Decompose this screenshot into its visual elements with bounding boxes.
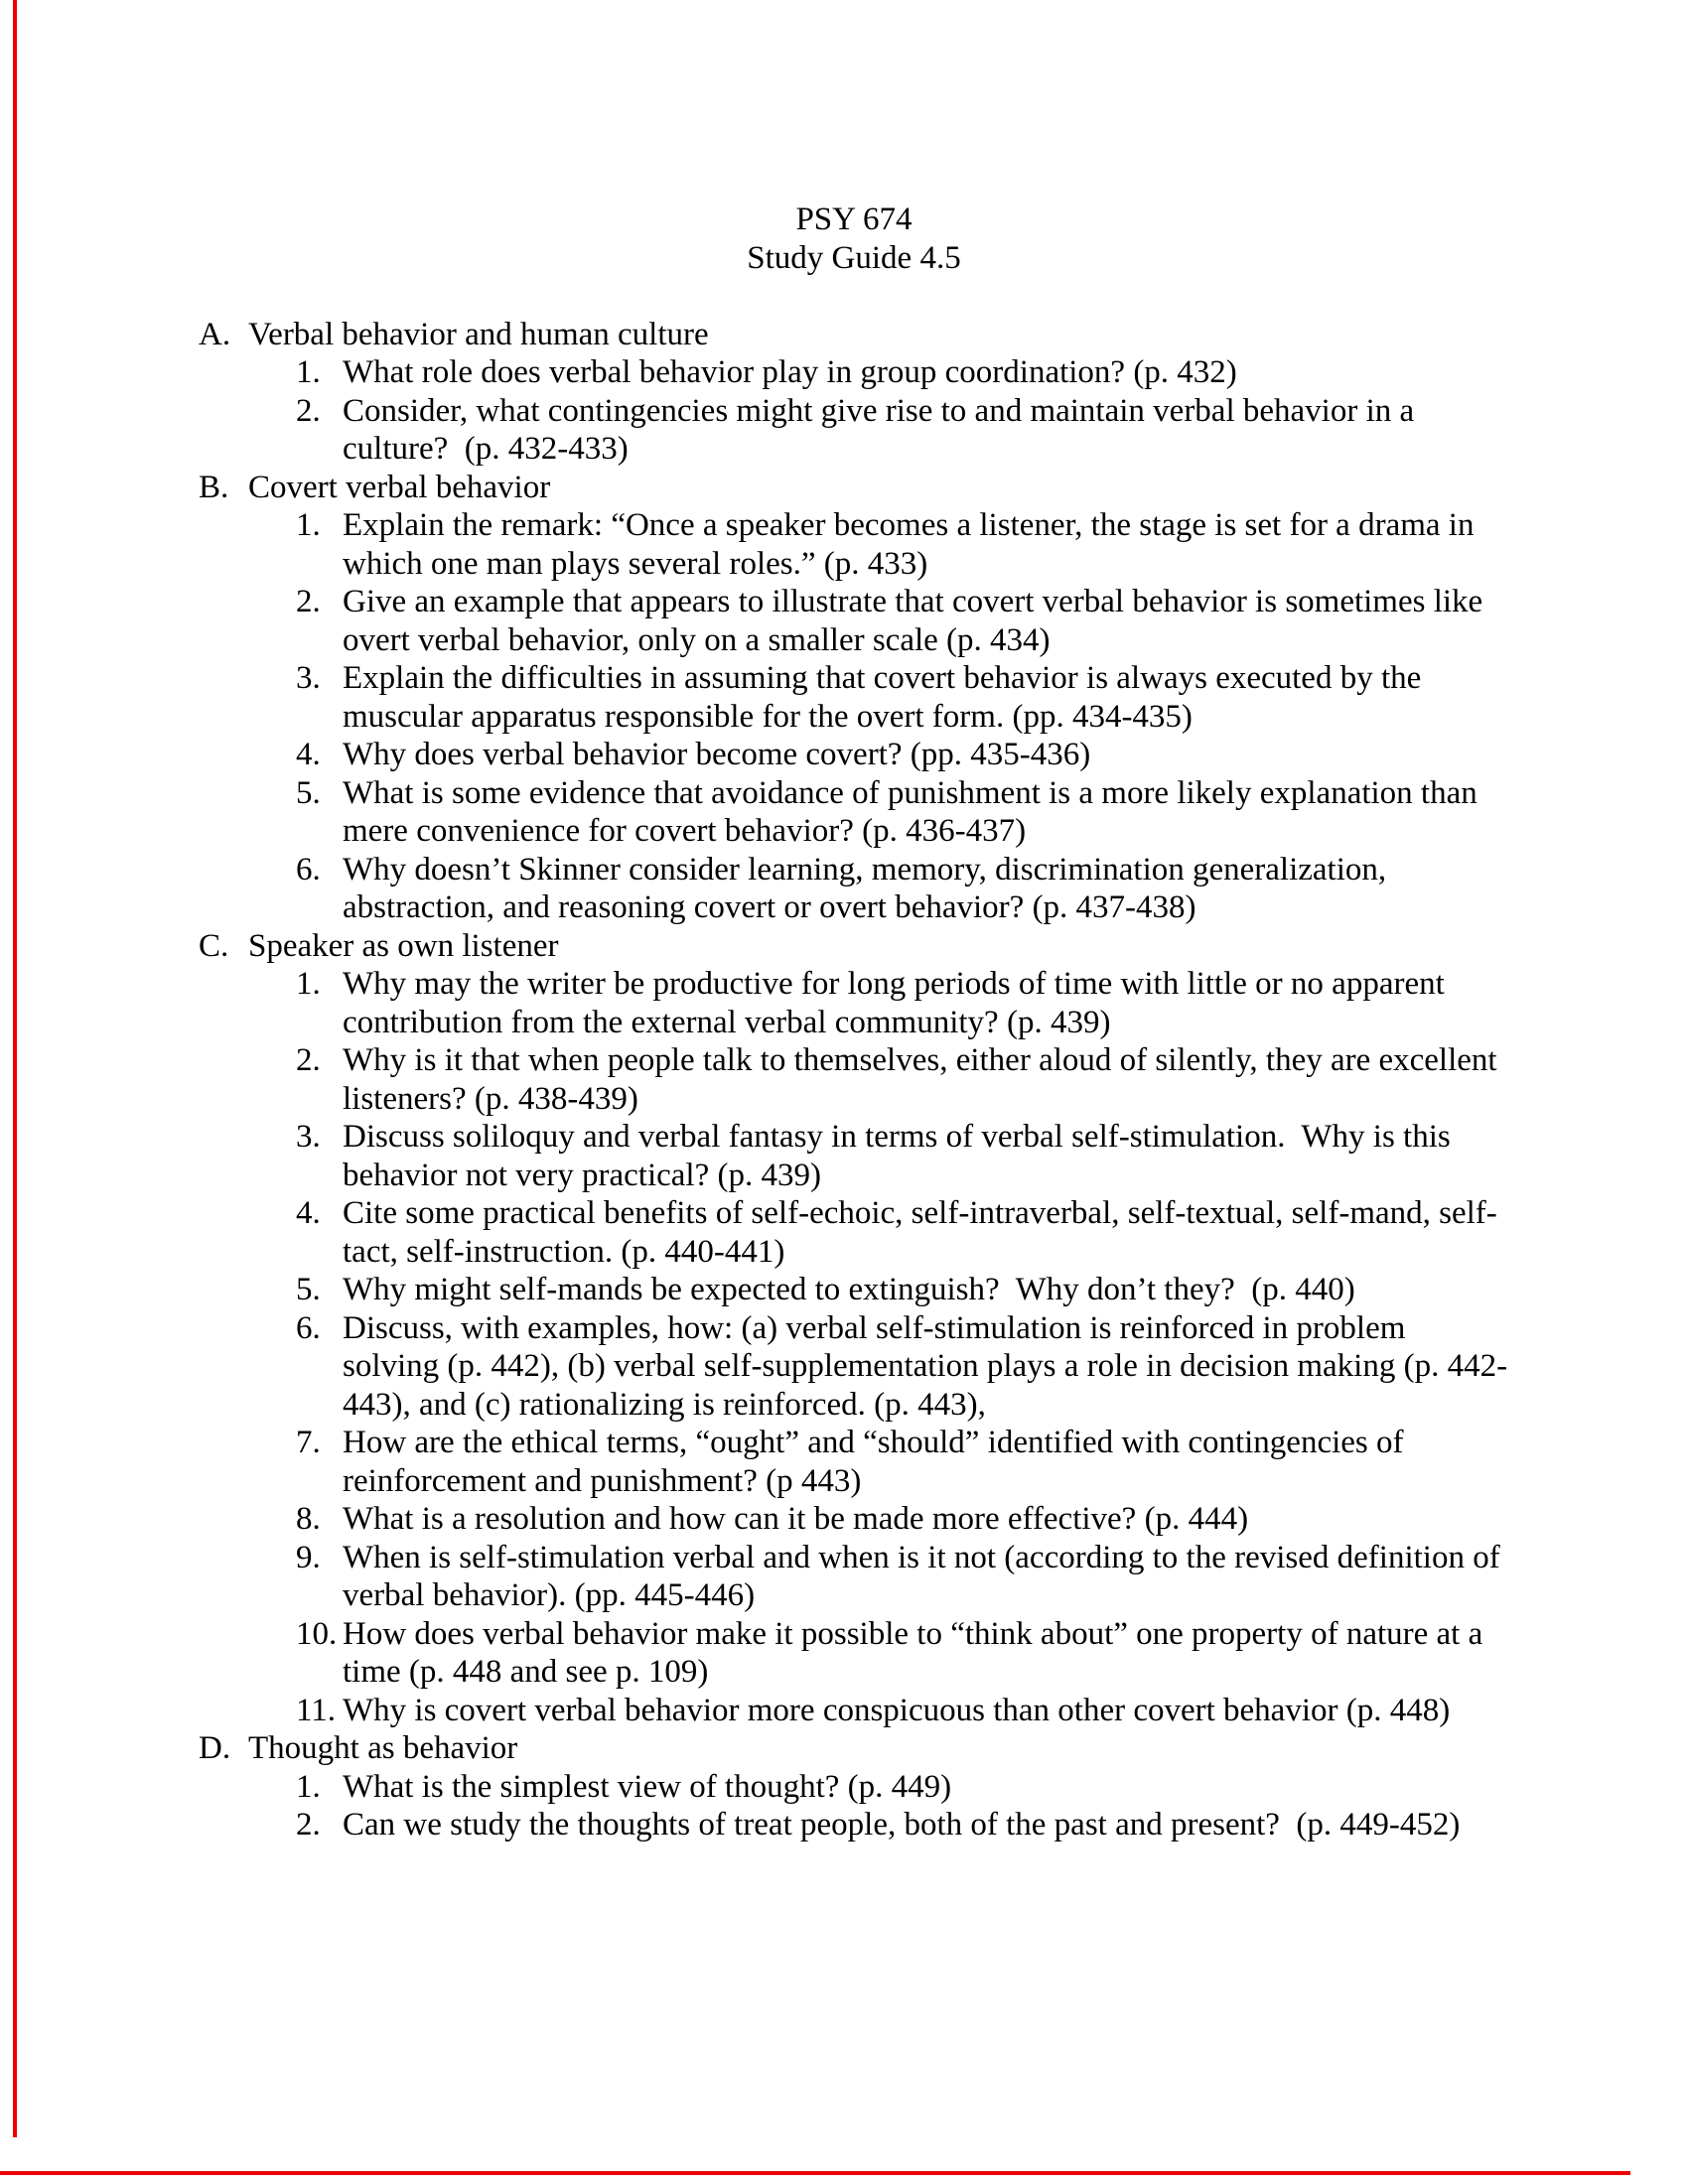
- section-c-label: C.: [199, 927, 229, 964]
- list-item: [296, 1615, 1509, 1692]
- item-text: When is self-stimulation verbal and when is it not (according to the revised definition of verbal behavior). (pp. 445-446): [343, 1539, 1508, 1613]
- list-item: [296, 506, 1509, 583]
- item-text: Give an example that appears to illustrate that covert verbal behavior is sometimes like overt verbal behavior, only on a smaller scale (p. 434): [343, 584, 1491, 658]
- item-number: 1.: [296, 1768, 321, 1805]
- list-item: [296, 1539, 1509, 1615]
- list-item: [296, 1194, 1509, 1271]
- list-item: [296, 851, 1509, 927]
- course-code: PSY 674: [795, 202, 913, 237]
- item-number: 1.: [296, 966, 321, 1002]
- item-text: Discuss soliloquy and verbal fantasy in terms of verbal self-stimulation. Why is this behavior not very practical? (p. 439): [343, 1119, 1459, 1193]
- list-item: [296, 1768, 1509, 1807]
- item-number: 10.: [296, 1615, 338, 1652]
- list-item: [296, 1309, 1509, 1425]
- item-text: Cite some practical benefits of self-echoic, self-intraverbal, self-textual, self-mand, self-tact, self-instruction. (p. 440-441): [343, 1195, 1497, 1270]
- section-b-label: B.: [199, 469, 229, 505]
- section-c-title: Speaker as own listener: [248, 927, 559, 964]
- scan-artifact-bottom-red-line: [0, 2171, 1630, 2175]
- list-item: [296, 392, 1509, 469]
- list-item: [296, 1806, 1509, 1844]
- list-item: [296, 583, 1509, 659]
- item-number: 7.: [296, 1425, 321, 1460]
- item-text: Why is covert verbal behavior more conspicuous than other covert behavior (p. 448): [343, 1692, 1451, 1728]
- list-item: [296, 1424, 1509, 1500]
- list-item: [296, 1041, 1509, 1118]
- section-a-heading: [199, 316, 1509, 354]
- section-b-heading: [199, 469, 1509, 507]
- section-c-heading: [199, 927, 1509, 966]
- item-number: 3.: [296, 1119, 321, 1155]
- title-block: [199, 201, 1509, 277]
- list-item: [296, 1500, 1509, 1539]
- item-text: Consider, what contingencies might give rise to and maintain verbal behavior in a culture? (p. 432-433): [343, 392, 1423, 467]
- item-number: 9.: [296, 1539, 321, 1575]
- item-text: Can we study the thoughts of treat people, both of the past and present? (p. 449-452): [343, 1807, 1461, 1843]
- item-number: 4.: [296, 737, 321, 772]
- item-text: Why might self-mands be expected to extinguish? Why don’t they? (p. 440): [343, 1272, 1355, 1307]
- item-number: 5.: [296, 1272, 321, 1307]
- list-item: [296, 1118, 1509, 1194]
- item-number: 2.: [296, 584, 321, 619]
- list-item: [296, 659, 1509, 736]
- item-text: Why doesn’t Skinner consider learning, memory, discrimination generalization, abstraction, and reasoning covert or overt behavior? (p. 437-438): [343, 851, 1395, 925]
- list-item: [296, 1271, 1509, 1309]
- list-item: [296, 965, 1509, 1041]
- item-number: 4.: [296, 1195, 321, 1231]
- list-item: [296, 736, 1509, 774]
- item-text: What is a resolution and how can it be made more effective? (p. 444): [343, 1501, 1249, 1537]
- item-text: What is some evidence that avoidance of punishment is a more likely explanation than mere convenience for covert behavior? (p. 436-437): [343, 774, 1485, 849]
- item-text: Why does verbal behavior become covert? (pp. 435-436): [343, 737, 1091, 772]
- item-number: 3.: [296, 660, 321, 696]
- item-text: Why may the writer be productive for long periods of time with little or no apparent contribution from the external verbal community? (p. 439): [343, 966, 1454, 1040]
- list-item: [296, 353, 1509, 392]
- section-d-label: D.: [199, 1730, 231, 1766]
- section-b-title: Covert verbal behavior: [248, 469, 551, 505]
- list-item: [296, 1692, 1509, 1730]
- item-text: Discuss, with examples, how: (a) verbal self-stimulation is reinforced in problem solving (p. 442), (b) verbal self-supplementation plays a role in decision making (p. 442-443), and (c) rationalizing is reinforced. (p. 443),: [343, 1309, 1508, 1423]
- item-number: 5.: [296, 774, 321, 811]
- item-number: 2.: [296, 1042, 321, 1078]
- item-text: Explain the difficulties in assuming that covert behavior is always executed by the muscular apparatus responsible for the overt form. (pp. 434-435): [343, 660, 1430, 735]
- item-text: What role does verbal behavior play in group coordination? (p. 432): [343, 354, 1237, 390]
- item-number: 11.: [296, 1692, 337, 1728]
- spacer: [199, 277, 1509, 316]
- item-number: 2.: [296, 392, 321, 429]
- section-a-label: A.: [199, 316, 231, 352]
- item-number: 2.: [296, 1807, 321, 1843]
- item-text: Explain the remark: “Once a speaker becomes a listener, the stage is set for a drama in which one man plays several roles.” (p. 433): [343, 507, 1482, 582]
- item-text: Why is it that when people talk to themselves, either aloud of silently, they are excellent listeners? (p. 438-439): [343, 1042, 1505, 1117]
- section-a-title: Verbal behavior and human culture: [248, 316, 709, 352]
- study-guide-title: Study Guide 4.5: [747, 239, 961, 276]
- scan-artifact-left-red-line: [13, 0, 17, 2137]
- item-number: 6.: [296, 1309, 321, 1346]
- item-number: 6.: [296, 851, 321, 887]
- item-number: 8.: [296, 1501, 321, 1537]
- item-text: How are the ethical terms, “ought” and “should” identified with contingencies of reinforcement and punishment? (p 443): [343, 1425, 1412, 1499]
- item-text: What is the simplest view of thought? (p. 449): [343, 1768, 952, 1805]
- item-number: 1.: [296, 507, 321, 543]
- section-d-heading: [199, 1729, 1509, 1768]
- list-item: [296, 774, 1509, 851]
- section-d-title: Thought as behavior: [248, 1730, 518, 1766]
- item-number: 1.: [296, 354, 321, 390]
- item-text: How does verbal behavior make it possible to “think about” one property of nature at a time (p. 448 and see p. 109): [343, 1615, 1491, 1690]
